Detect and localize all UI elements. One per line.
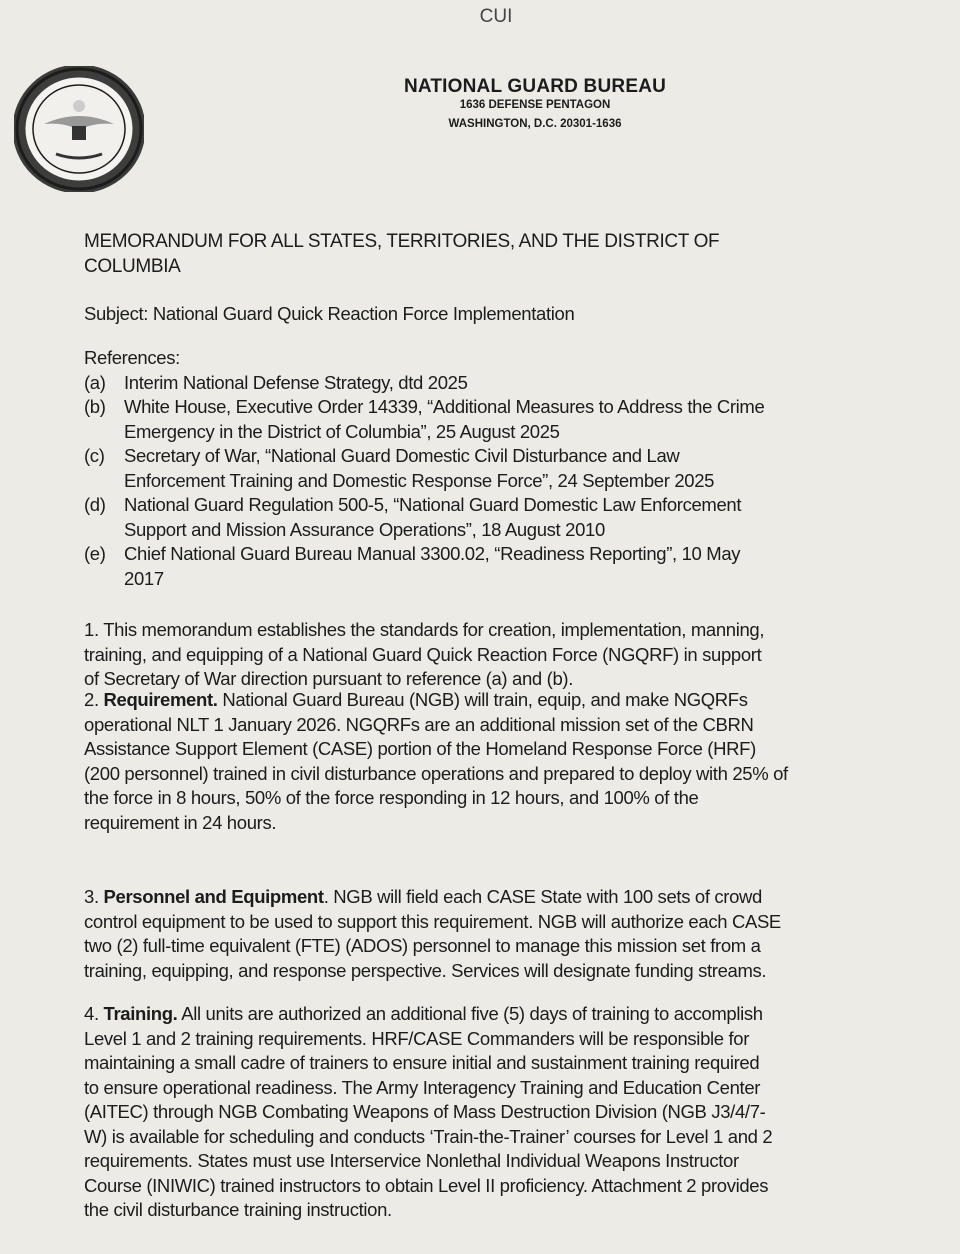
- paragraph-text: National Guard Bureau (NGB) will train, equip, and make NGQRFs: [217, 689, 748, 710]
- paragraph-text: This memorandum establishes the standards for creation, implementation, manning,: [98, 619, 765, 640]
- reference-label: (e): [84, 543, 106, 564]
- letterhead-org: NATIONAL GUARD BUREAU: [403, 76, 667, 97]
- references: [84, 346, 764, 591]
- letterhead-address-line1: 1636 DEFENSE PENTAGON: [459, 99, 611, 111]
- paragraph-text: . NGB will field each CASE State with 100 sets of crowd: [323, 886, 762, 907]
- reference-text: Enforcement Training and Domestic Response Force”, 24 September 2025: [124, 469, 715, 491]
- reference-text: Secretary of War, “National Guard Domestic Civil Disturbance and Law: [124, 445, 680, 466]
- classification-marking: CUI: [479, 6, 513, 27]
- reference-item: [84, 493, 764, 542]
- paragraph-heading: Requirement.: [103, 689, 218, 710]
- paragraph-text: control equipment to be used to support this requirement. NGB will authorize each CASE: [84, 910, 781, 932]
- paragraph-number: 3.: [84, 886, 99, 907]
- reference-text: 2017: [124, 567, 164, 589]
- references-label: References:: [84, 347, 180, 368]
- reference-label: (b): [84, 396, 106, 417]
- paragraph-text: All units are authorized an additional five (5) days of training to accomplish: [177, 1003, 763, 1024]
- reference-label: (a): [84, 371, 106, 393]
- reference-item: [84, 371, 764, 396]
- paragraph-3-personnel-equipment: [84, 885, 781, 983]
- paragraph-number: 1.: [84, 619, 99, 640]
- paragraph-text: of Secretary of War direction pursuant to reference (a) and (b).: [84, 668, 573, 689]
- paragraph-text: the force in 8 hours, 50% of the force responding in 12 hours, and 100% of the: [84, 787, 699, 808]
- memo-line: MEMORANDUM FOR ALL STATES, TERRITORIES, AND THE DISTRICT OF: [84, 231, 720, 252]
- paragraph-text: Assistance Support Element (CASE) portion of the Homeland Response Force (HRF): [84, 738, 756, 759]
- reference-text: Emergency in the District of Columbia”, 25 August 2025: [124, 420, 560, 442]
- paragraph-text: Course (INIWIC) trained instructors to obtain Level II proficiency. Attachment 2 provides: [84, 1174, 769, 1196]
- paragraph-text: to ensure operational readiness. The Army Interagency Training and Education Center: [84, 1076, 761, 1098]
- paragraph-1: [84, 618, 764, 692]
- letterhead-address-line2: WASHINGTON, D.C. 20301-1636: [448, 118, 622, 130]
- paragraph-text: (200 personnel) trained in civil disturbance operations and prepared to deploy with 25% of: [84, 762, 788, 784]
- paragraph-text: requirements. States must use Interservice Nonlethal Individual Weapons Instructor: [84, 1150, 739, 1171]
- paragraph-text: two (2) full-time equivalent (FTE) (ADOS) personnel to manage this mission set from a: [84, 935, 761, 956]
- paragraph-text: requirement in 24 hours.: [84, 811, 277, 833]
- paragraph-text: operational NLT 1 January 2026. NGQRFs are an additional mission set of the CBRN: [84, 713, 754, 735]
- department-seal-icon: [14, 66, 144, 192]
- paragraph-2-requirement: [84, 688, 788, 835]
- paragraph-heading: Personnel and Equipment: [103, 886, 324, 907]
- subject-line: Subject: National Guard Quick Reaction Force Implementation: [84, 303, 575, 324]
- paragraph-text: W) is available for scheduling and conducts ‘Train-the-Trainer’ courses for Level 1 and 2: [84, 1125, 773, 1147]
- reference-text: National Guard Regulation 500-5, “National Guard Domestic Law Enforcement: [124, 494, 742, 515]
- paragraph-text: maintaining a small cadre of trainers to ensure initial and sustainment training required: [84, 1052, 760, 1073]
- reference-text: Support and Mission Assurance Operations”, 18 August 2010: [124, 518, 605, 540]
- paragraph-text: training, and equipping of a National Guard Quick Reaction Force (NGQRF) in support: [84, 643, 762, 665]
- memo-line: COLUMBIA: [84, 255, 181, 277]
- paragraph-4-training: [84, 1002, 772, 1223]
- paragraph-text: the civil disturbance training instruction.: [84, 1199, 392, 1220]
- reference-item: [84, 444, 764, 493]
- reference-item: [84, 542, 764, 591]
- paragraph-text: (AITEC) through NGB Combating Weapons of Mass Destruction Division (NGB J3/4/7-: [84, 1101, 766, 1122]
- reference-text: Chief National Guard Bureau Manual 3300.02, “Readiness Reporting”, 10 May: [124, 543, 741, 564]
- paragraph-text: Level 1 and 2 training requirements. HRF/CASE Commanders will be responsible for: [84, 1027, 750, 1049]
- reference-label: (c): [84, 445, 105, 466]
- memorandum-for: [84, 230, 719, 279]
- paragraph-number: 4.: [84, 1003, 99, 1024]
- reference-item: [84, 395, 764, 444]
- reference-label: (d): [84, 494, 106, 515]
- paragraph-heading: Training.: [103, 1003, 178, 1024]
- paragraph-number: 2.: [84, 689, 99, 710]
- reference-text: Interim National Defense Strategy, dtd 2025: [124, 371, 468, 393]
- paragraph-text: training, equipping, and response perspective. Services will designate funding streams.: [84, 959, 767, 981]
- reference-text: White House, Executive Order 14339, “Additional Measures to Address the Crime: [124, 396, 765, 417]
